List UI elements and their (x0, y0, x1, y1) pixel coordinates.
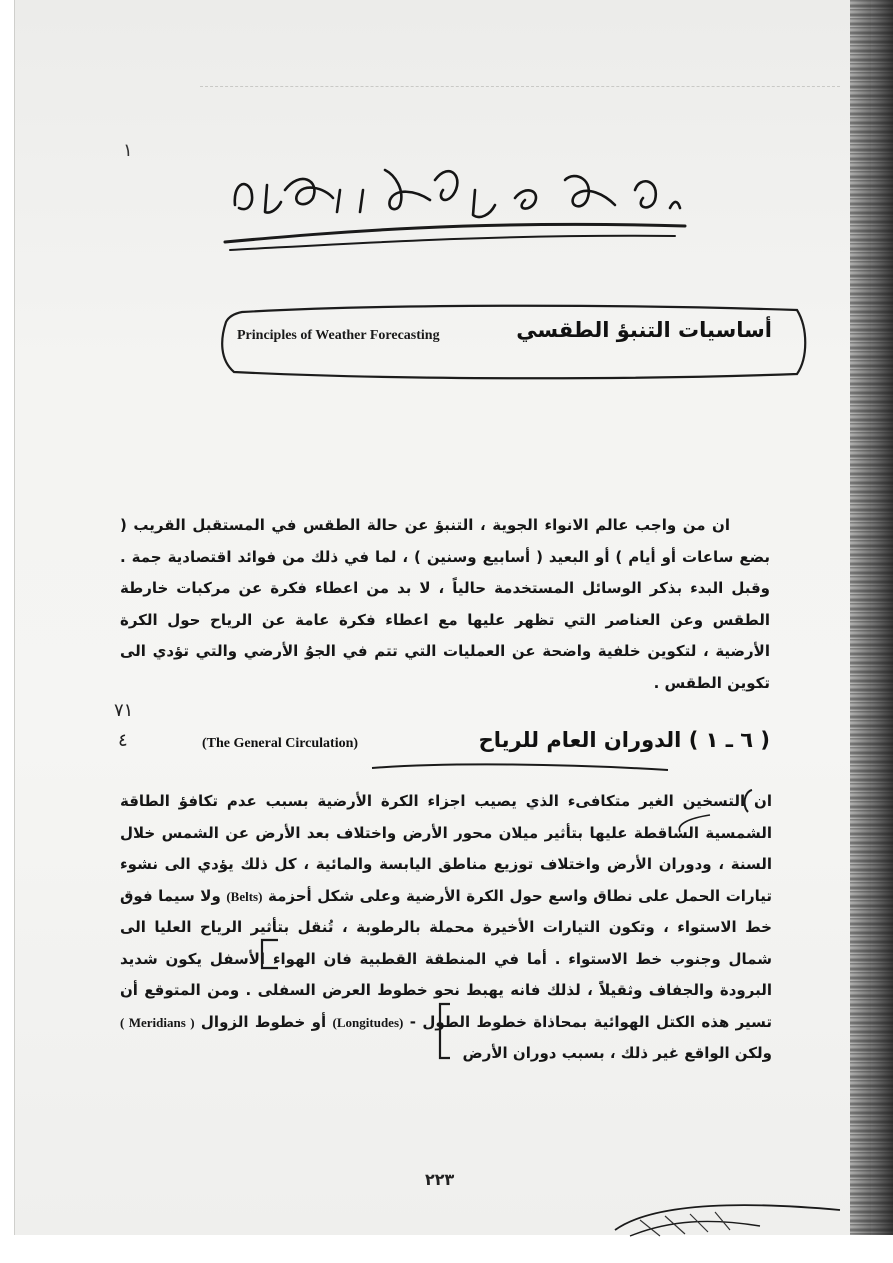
section-number: ( ٦ ـ ١ ) (688, 728, 770, 752)
body-text-part-4: ولكن الواقع غير ذلك ، بسبب دوران الأرض (462, 1044, 772, 1062)
corner-scribble (610, 1200, 850, 1240)
term-longitudes: (Longitudes) (332, 1014, 404, 1030)
margin-annotations (100, 690, 150, 780)
section-underline (370, 760, 670, 774)
term-belts: (Belts) (226, 888, 263, 904)
section-title-arabic (479, 728, 770, 752)
margin-mark-1: ٧١ (114, 700, 134, 721)
page-edge-shadow (850, 0, 893, 1235)
intro-paragraph (120, 510, 770, 699)
margin-mark-2: ٤ (118, 730, 128, 751)
heading-arabic: أساسيات التنبؤ الطقسي (516, 318, 772, 342)
faint-top-rule (200, 86, 840, 87)
section-title-english: (The General Circulation) (202, 736, 359, 751)
handwritten-title-graphic (215, 150, 695, 270)
intro-text: ان من واجب عالم الانواء الجوية ، التنبؤ عن حالة الطقس في المستقبل القريب ( بضع ساعات أو أيام ) أو البعيد ( أسابيع وسنين ) ، لما في ذلك من فوائد اقتصادية جمة . وقبل البدء بذكر الوسائل المستخدمة حالياً ، لا بد من اعطاء فكرة عن مركبات خارطة الطقس وعن العناصر التي تظهر عليها مع اعطاء فكرة عامة عن الرياح حول الكرة الأرضية ، لتكوين خلفية واضحة عن العمليات التي تتم في الجوُ الأرضي والتي تؤدي الى تكوين الطقس . (120, 516, 770, 692)
handwritten-title (215, 150, 695, 270)
heading-english: Principles of Weather Forecasting (237, 328, 440, 343)
body-text-part-3: أو خطوط الزوال (200, 1012, 327, 1031)
term-meridians: ( Meridians ) (120, 1014, 195, 1030)
top-page-number: ١ (123, 140, 133, 161)
footer-page-number: ٢٢٣ (425, 1170, 455, 1189)
body-paragraph (120, 786, 772, 1070)
body-text-part-2: ولا سيما فوق خط الاستواء ، وتكون التيارات الأخيرة محملة بالرطوبة ، تُنقل بتأثير الرياح العليا الى شمال وجنوب خط الاستواء . أما في المنطقة القطبية فان الهواء الأسفل يكون شديد البرودة والجفاف وثقيلاً ، لذلك فانه يهبط نحو خطوط العرض السفلى . ومن المتوقع أن تسير هذه الكتل الهوائية بمحاذاة خطوط الطول - (120, 886, 772, 1031)
chapter-heading-box (212, 300, 810, 380)
body-text-part-1: ان التسخين الغير متكافىء الذي يصيب اجزاء الكرة الأرضية بسبب عدم تكافؤ الطاقة الشمسية الساقطة عليها بتأثير ميلان محور الأرض واختلاف بعد الأرض عن الشمس خلال السنة ، ودوران الأرض واختلاف توزيع مناطق اليابسة والمائية ، كل ذلك يؤدي الى نشوء تيارات الحمل على نطاق واسع حول الكرة الأرضية وعلى شكل أحزمة (120, 792, 772, 905)
section-title: الدوران العام للرياح (478, 728, 682, 752)
